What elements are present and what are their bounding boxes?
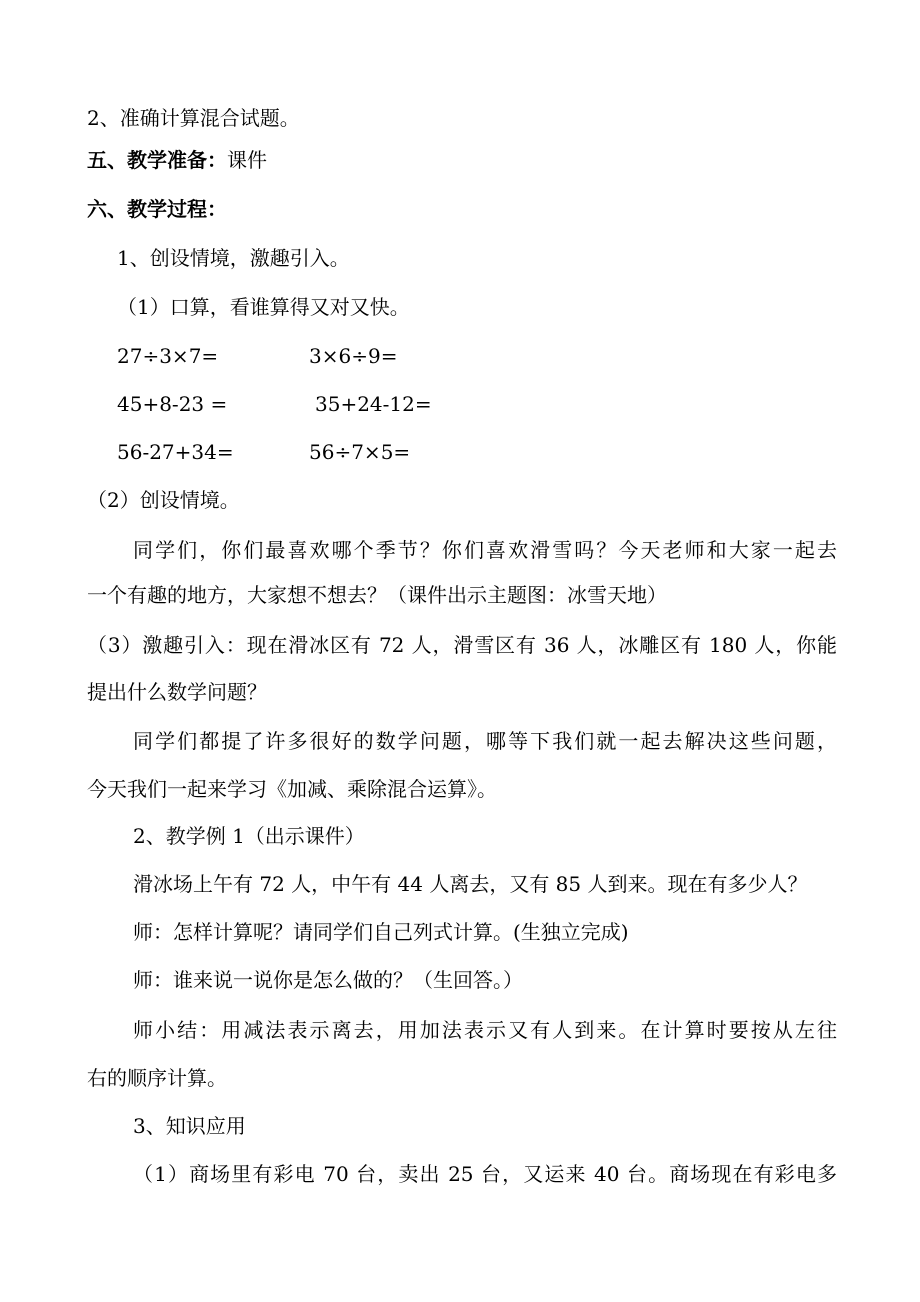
- paragraph-intro-line-2: 一个有趣的地方，大家想不想去？（课件出示主题图：冰雪天地）: [87, 583, 667, 607]
- teacher-question-1: 师：怎样计算呢？请同学们自己列式计算。(生独立完成): [133, 920, 629, 944]
- step-3-title: 3、知识应用: [133, 1114, 246, 1138]
- oral-calc-1b: 3×6÷9=: [309, 344, 398, 368]
- teacher-question-2: 师：谁来说一说你是怎么做的？（生回答。）: [133, 968, 523, 992]
- example-1-problem: 滑冰场上午有 72 人，中午有 44 人离去，又有 85 人到来。现在有多少人？: [133, 872, 808, 896]
- oral-calc-1a: 27÷3×7=: [117, 344, 219, 368]
- sub-2-title: （2）创设情境。: [87, 488, 240, 512]
- step-2-title: 2、教学例 1（出示课件）: [133, 824, 365, 848]
- step-1-title: 1、创设情境，激趣引入。: [117, 246, 350, 270]
- paragraph-problems-line-1: 同学们都提了许多很好的数学问题，哪等下我们就一起去解决这些问题，: [133, 729, 837, 753]
- paragraph-problems-line-2: 今天我们一起来学习《加减、乘除混合运算》。: [87, 777, 497, 801]
- paragraph-intro-line-1: 同学们，你们最喜欢哪个季节？你们喜欢滑雪吗？今天老师和大家一起去: [133, 538, 837, 562]
- section-five-body: 课件: [227, 148, 267, 172]
- section-six-heading: 六、教学过程：: [87, 197, 227, 221]
- sub-3-line-2: 提出什么数学问题？: [87, 680, 267, 704]
- sub-1-title: （1）口算，看谁算得又对又快。: [117, 295, 410, 319]
- oral-calc-3b: 56÷7×5=: [309, 440, 411, 464]
- section-five: [87, 146, 267, 174]
- line-accurate-calc: 2、准确计算混合试题。: [87, 106, 300, 130]
- oral-calc-2b: 35+24-12=: [315, 392, 432, 416]
- teacher-summary-line-1: 师小结：用减法表示离去，用加法表示又有人到来。在计算时要按从左往: [133, 1018, 837, 1042]
- oral-calc-3a: 56-27+34=: [117, 440, 234, 464]
- section-five-heading: 五、教学准备：: [87, 148, 227, 172]
- oral-calc-2a: 45+8-23 =: [117, 392, 228, 416]
- teacher-summary-line-2: 右的顺序计算。: [87, 1066, 227, 1090]
- sub-3-line-1: （3）激趣引入：现在滑冰区有 72 人，滑雪区有 36 人，冰雕区有 180 人，你能: [87, 633, 837, 657]
- application-problem-1: （1）商场里有彩电 70 台，卖出 25 台，又运来 40 台。商场现在有彩电多: [133, 1162, 837, 1186]
